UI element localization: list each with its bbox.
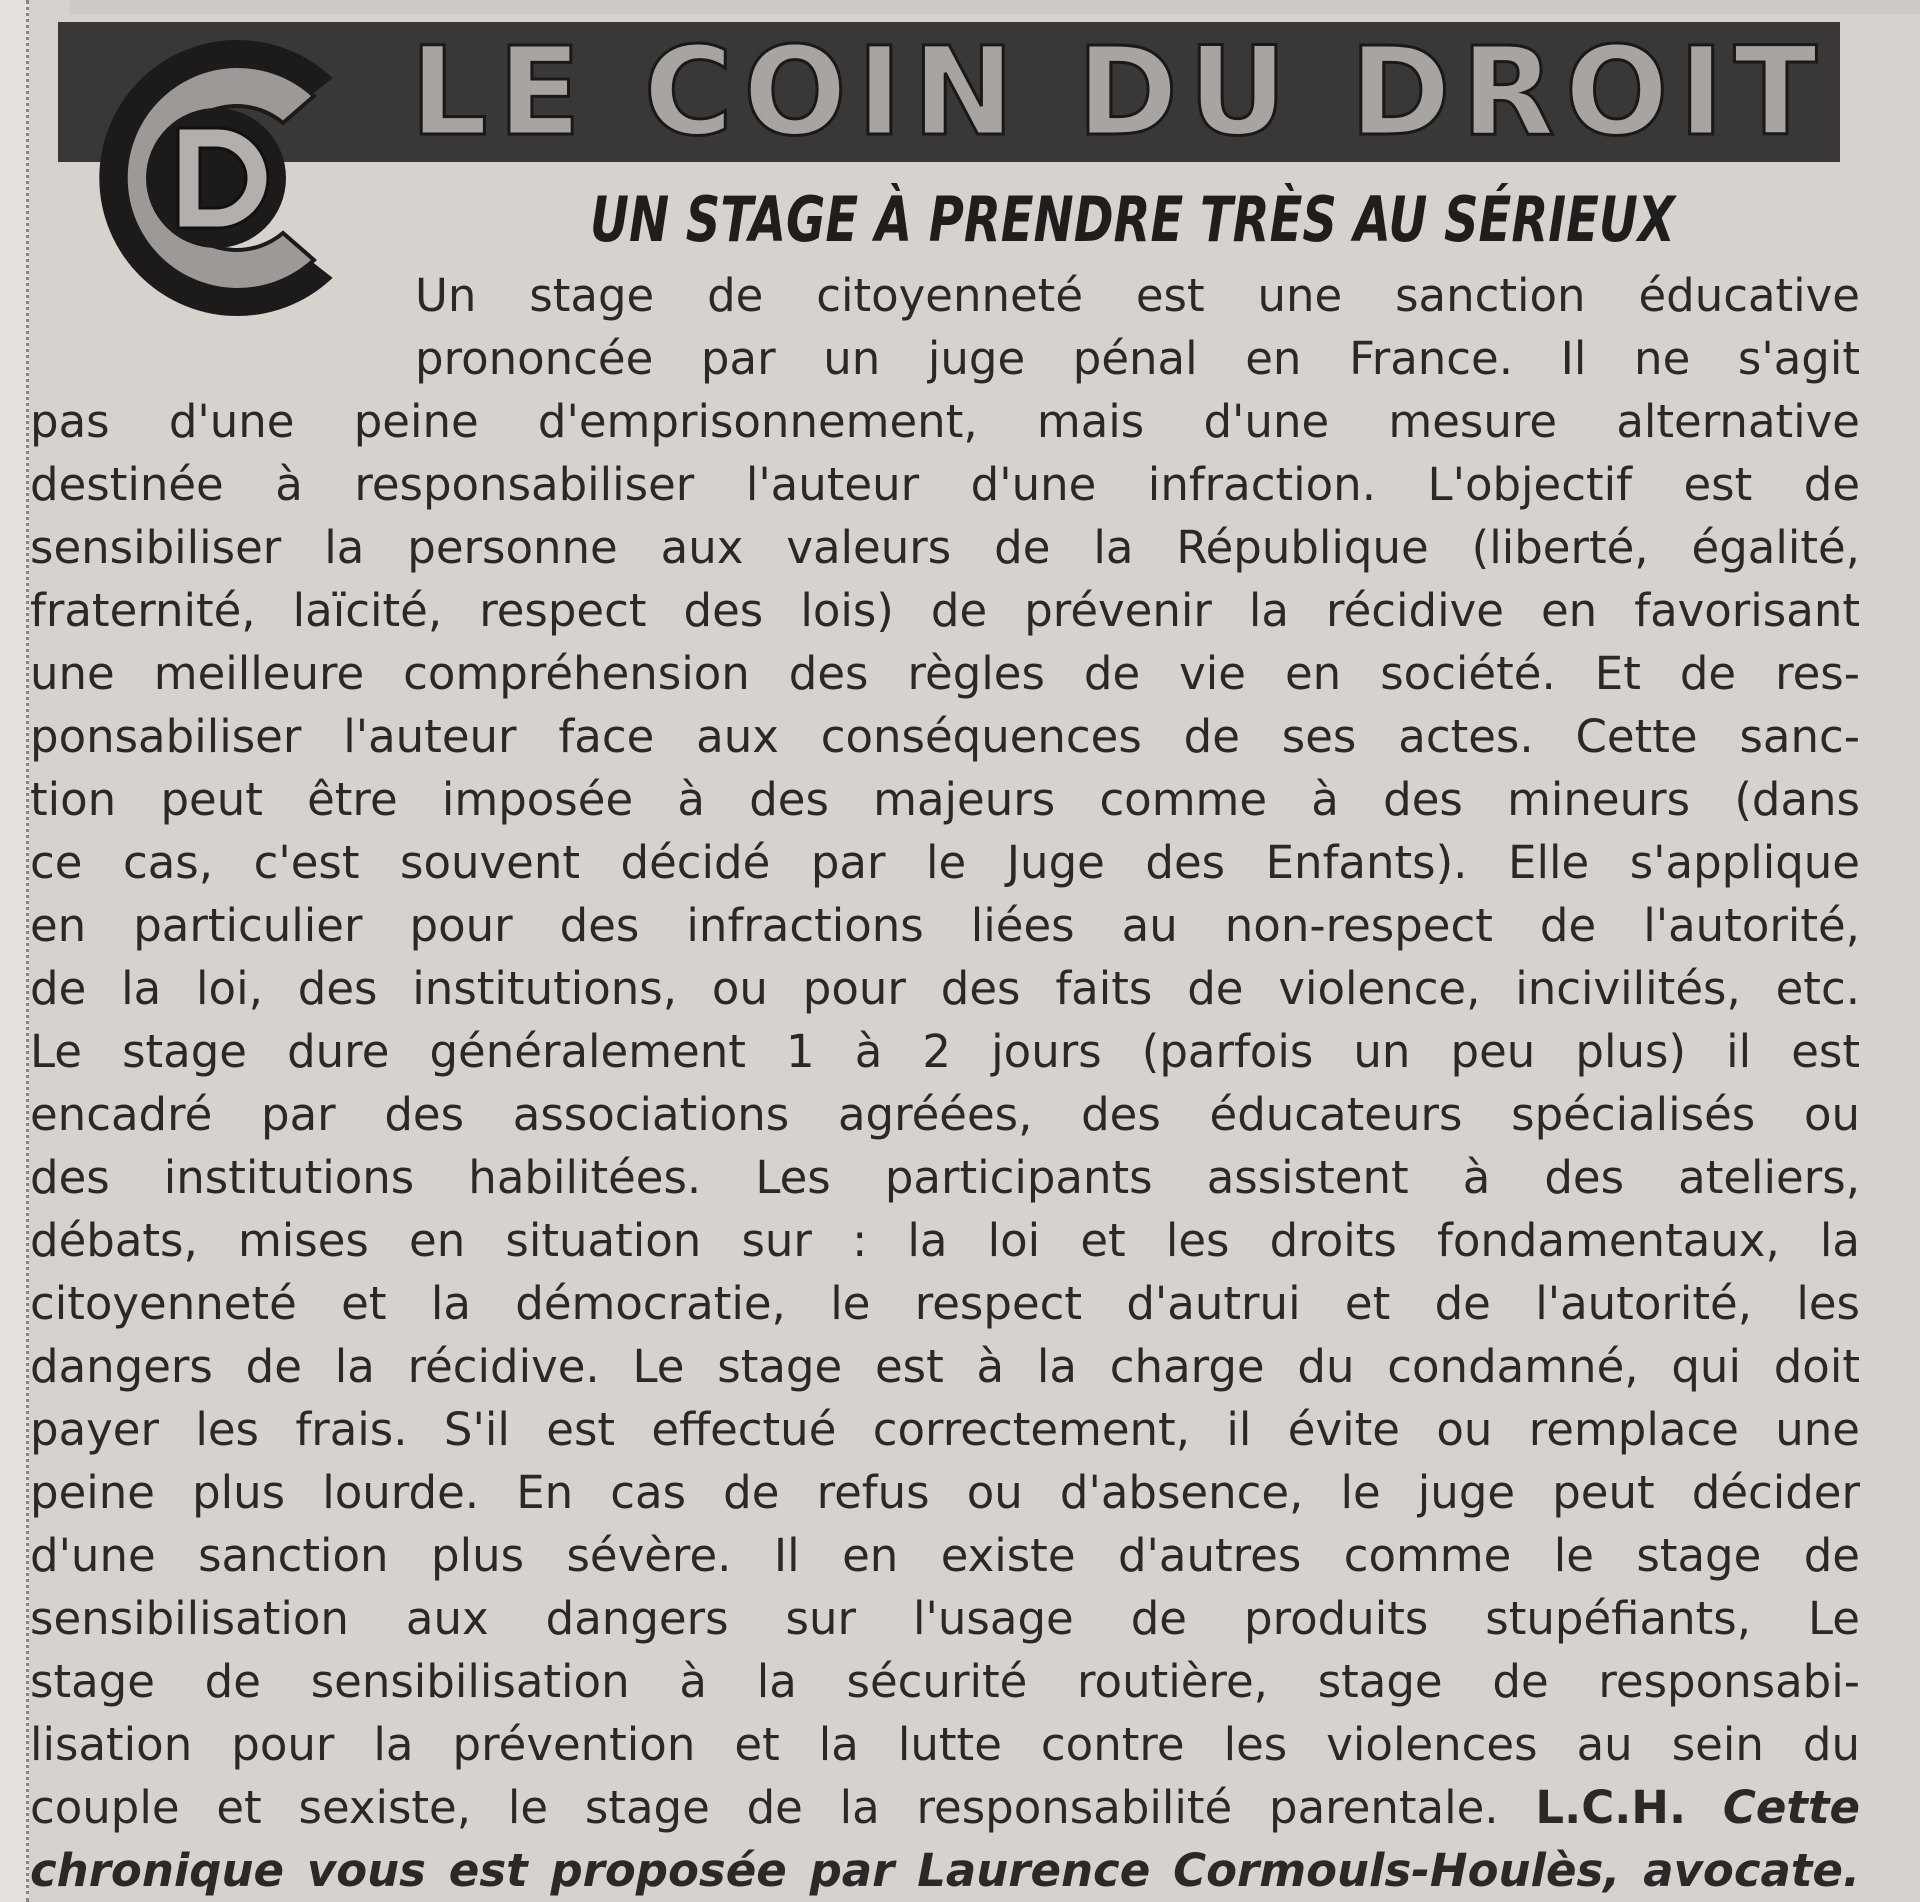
author-initials: L.C.H.: [1535, 1781, 1687, 1834]
article-line: encadré par des associations agréées, des éducateurs spécialisés ou: [30, 1088, 1860, 1141]
article-line: peine plus lourde. En cas de refus ou d'absence, le juge peut décider: [30, 1466, 1860, 1519]
article-line: de la loi, des institutions, ou pour des faits de violence, incivilités, etc.: [30, 962, 1860, 1015]
article-line: des institutions habilitées. Les participants assistent à des ateliers,: [30, 1151, 1860, 1204]
banner-title: [410, 22, 1830, 162]
article-last-line-text: couple et sexiste, le stage de la responsabilité parentale.: [30, 1781, 1499, 1834]
article-line: ce cas, c'est souvent décidé par le Juge des Enfants). Elle s'applique: [30, 836, 1860, 889]
article-headline: UN STAGE À PRENDRE TRÈS AU SÉRIEUX: [590, 183, 1675, 256]
article-line: Le stage dure généralement 1 à 2 jours (parfois un peu plus) il est: [30, 1025, 1860, 1078]
page-margin-edge: [0, 0, 29, 1902]
article-line: fraternité, laïcité, respect des lois) de prévenir la récidive en favorisant: [30, 584, 1860, 637]
article-line: débats, mises en situation sur : la loi et les droits fondamentaux, la: [30, 1214, 1860, 1267]
credit-line: chronique vous est proposée par Laurence Cormouls-Houlès, avocate.: [30, 1844, 1860, 1897]
banner-title-text: LE COIN DU DROIT: [410, 21, 1828, 163]
article-line: d'une sanction plus sévère. Il en existe d'autres comme le stage de: [30, 1529, 1860, 1582]
article-line: Un stage de citoyenneté est une sanction éducative: [415, 269, 1860, 322]
article-body: [30, 264, 1860, 1902]
article-line: lisation pour la prévention et la lutte contre les violences au sein du: [30, 1718, 1860, 1771]
article-line: stage de sensibilisation à la sécurité routière, stage de responsabi-: [30, 1655, 1860, 1708]
article-line: destinée à responsabiliser l'auteur d'une infraction. L'objectif est de: [30, 458, 1860, 511]
article-line: ponsabiliser l'auteur face aux conséquences de ses actes. Cette sanc-: [30, 710, 1860, 763]
top-strip: [70, 0, 1920, 14]
article-line: sensibilisation aux dangers sur l'usage de produits stupéfiants, Le: [30, 1592, 1860, 1645]
article-line: pas d'une peine d'emprisonnement, mais d'une mesure alternative: [30, 395, 1860, 448]
article-line: sensibiliser la personne aux valeurs de la République (liberté, égalité,: [30, 521, 1860, 574]
article-line: en particulier pour des infractions liées au non-respect de l'autorité,: [30, 899, 1860, 952]
article-line: tion peut être imposée à des majeurs comme à des mineurs (dans: [30, 773, 1860, 826]
article-last-line: [30, 1776, 1860, 1839]
article-line: une meilleure compréhension des règles de vie en société. Et de res-: [30, 647, 1860, 700]
credit-line-start: Cette: [1722, 1781, 1860, 1834]
article-line: prononcée par un juge pénal en France. Il ne s'agit: [415, 332, 1860, 385]
article-line: payer les frais. S'il est effectué correctement, il évite ou remplace une: [30, 1403, 1860, 1456]
article-line: dangers de la récidive. Le stage est à la charge du condamné, qui doit: [30, 1340, 1860, 1393]
article-line: citoyenneté et la démocratie, le respect d'autrui et de l'autorité, les: [30, 1277, 1860, 1330]
